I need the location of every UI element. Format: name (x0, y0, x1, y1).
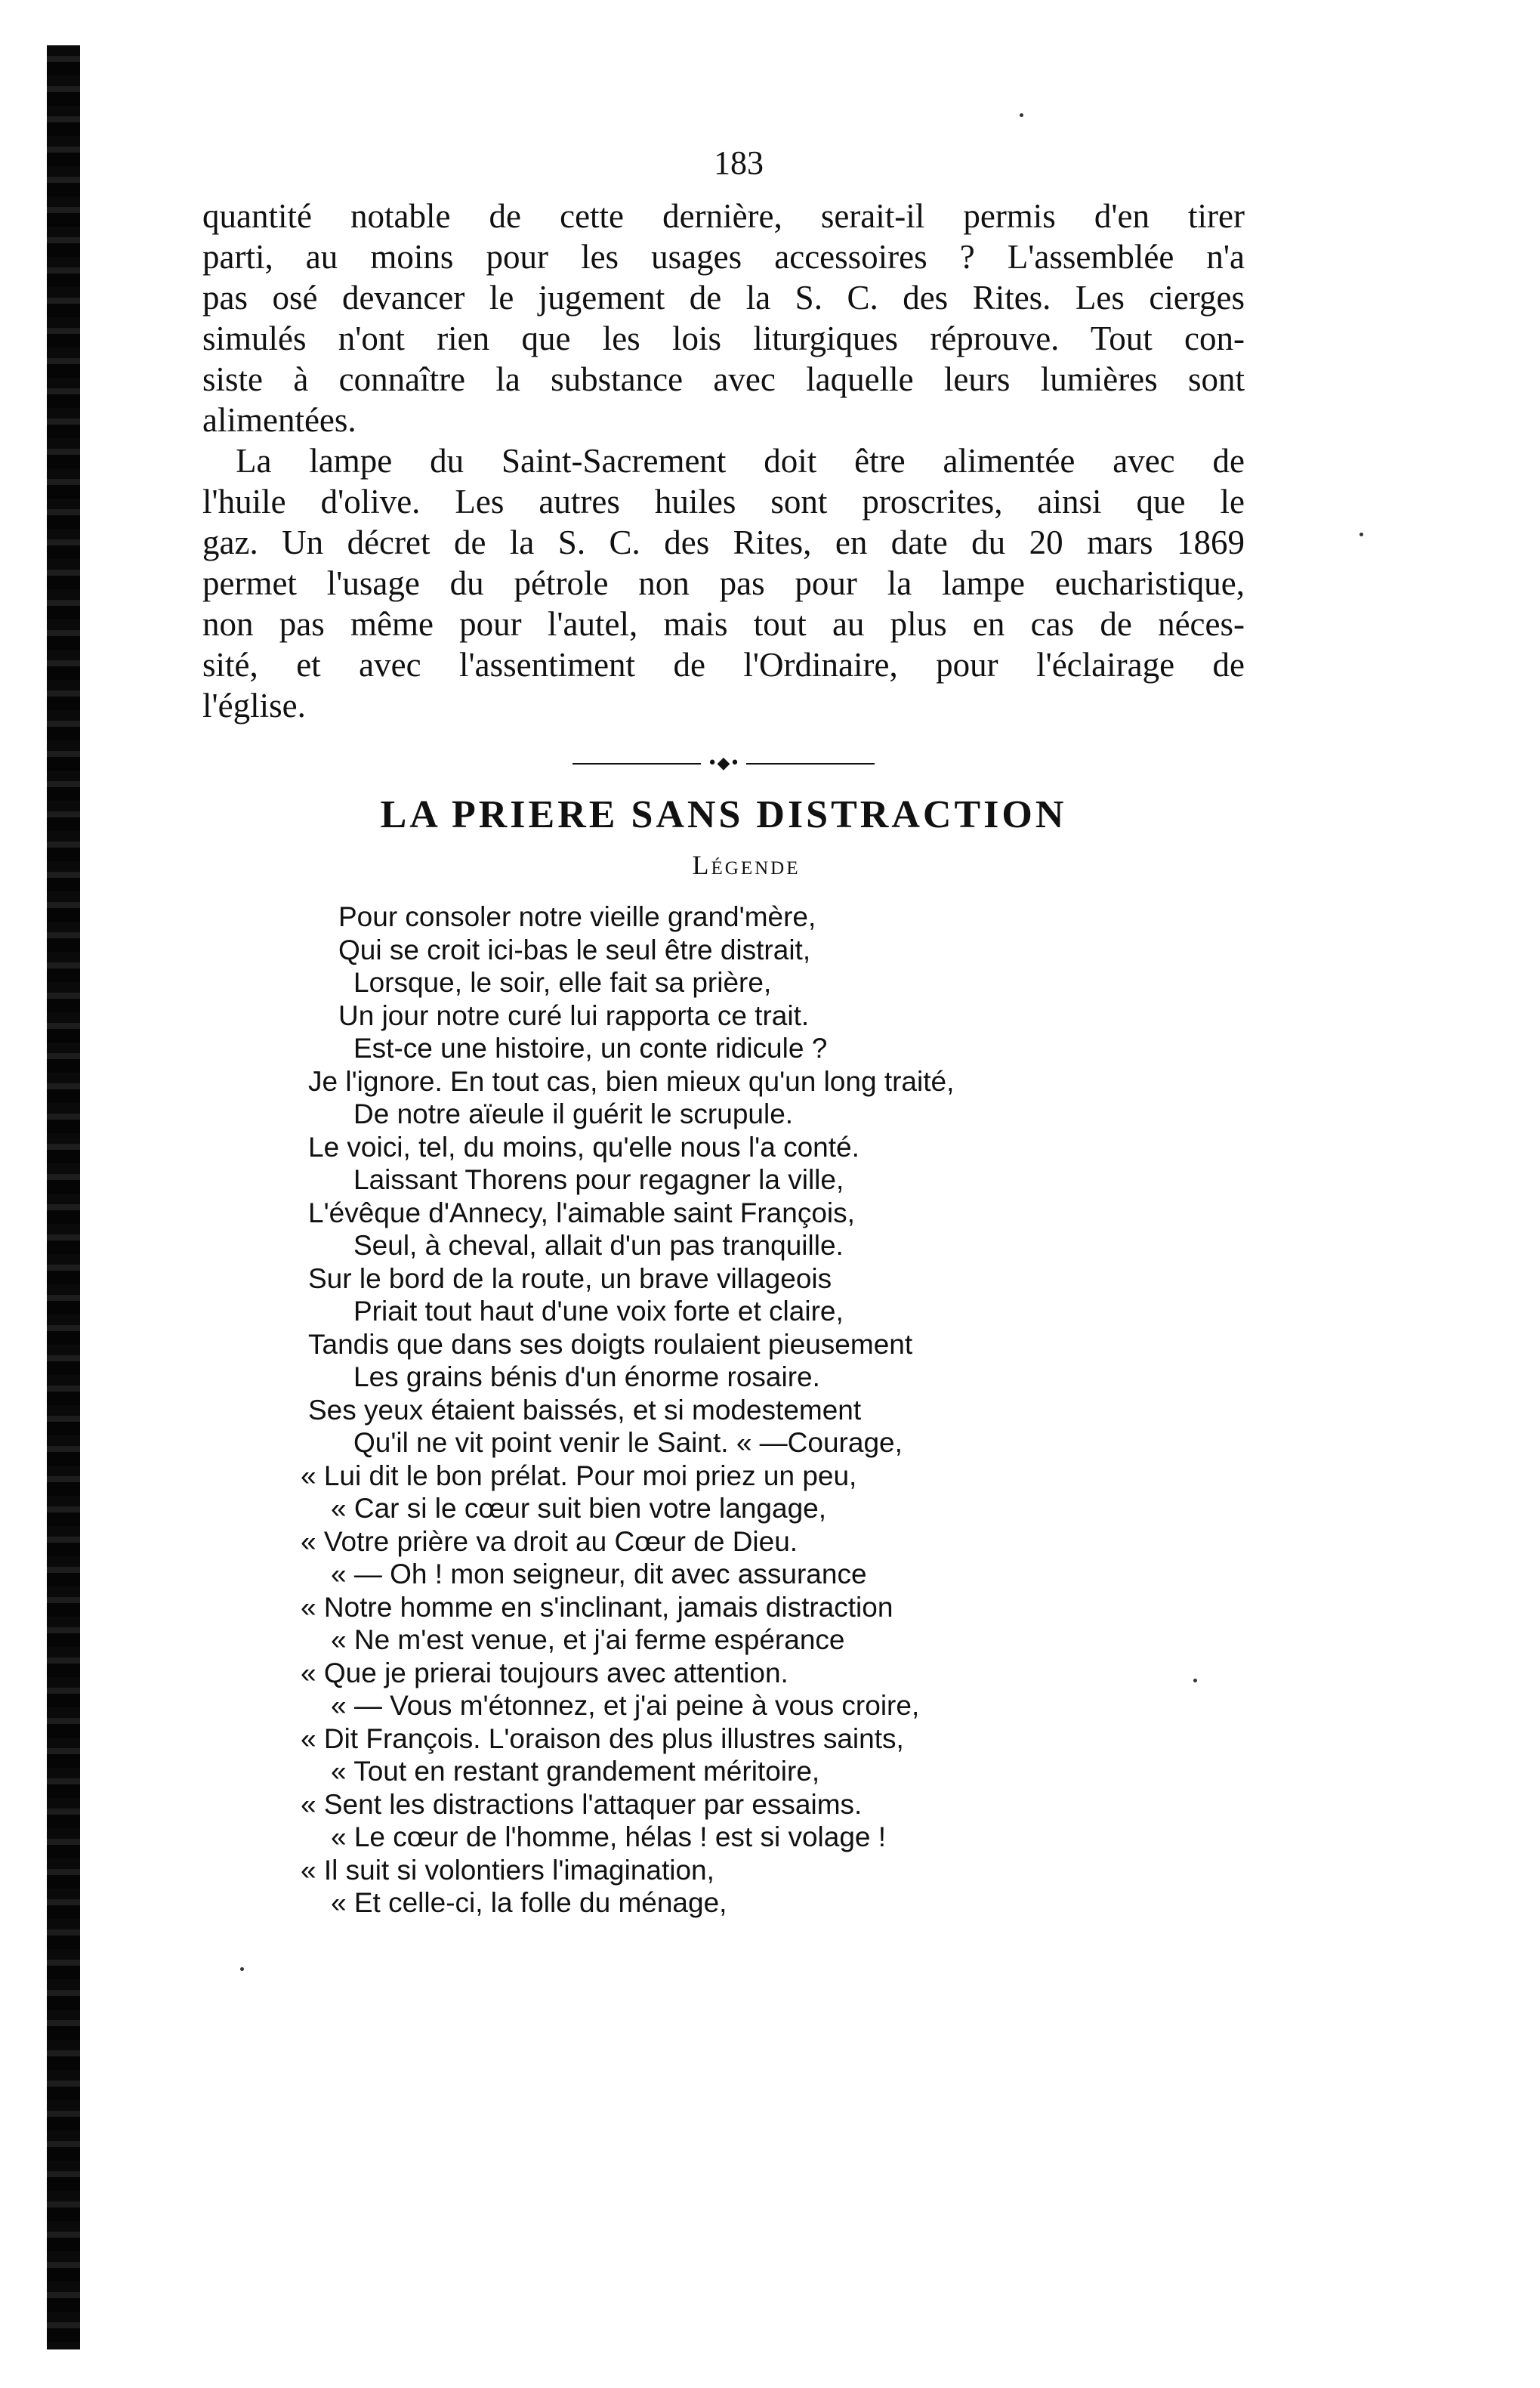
poem-verse: L'évêque d'Annecy, l'aimable saint François, (308, 1197, 855, 1228)
text-line: alimentées. (202, 401, 356, 439)
poem-verse: De notre aïeule il guérit le scrupule. (353, 1098, 794, 1129)
text-line: siste à connaître la substance avec laquelle leurs lumières sont (202, 360, 1245, 398)
book-page (202, 144, 1245, 1920)
poem-verse: Qu'il ne vit point venir le Saint. « —Courage, (353, 1427, 903, 1458)
poem-verse: Priait tout haut d'une voix forte et claire, (353, 1296, 844, 1327)
poem-verse: « Votre prière va droit au Cœur de Dieu. (301, 1525, 798, 1557)
poem-verse: Qui se croit ici-bas le seul être distrait, (338, 934, 811, 965)
poem-body (202, 901, 1245, 1920)
scan-speck (240, 1967, 244, 1971)
poem-verse: Pour consoler notre vieille grand'mère, (338, 901, 816, 932)
poem-verse: Je l'ignore. En tout cas, bien mieux qu'un long traité, (308, 1065, 955, 1097)
text-line: gaz. Un décret de la S. C. des Rites, en date du 20 mars 1869 (202, 524, 1245, 561)
poem-verse: « Sent les distractions l'attaquer par essaims. (301, 1788, 863, 1820)
poem-verse: « Notre homme en s'inclinant, jamais distraction (301, 1591, 893, 1623)
divider-rule-left (572, 763, 701, 765)
poem-verse: Le voici, tel, du moins, qu'elle nous l'a conté. (308, 1131, 859, 1163)
poem-verse: « Dit François. L'oraison des plus illustres saints, (301, 1722, 904, 1754)
poem-verse: Laissant Thorens pour regagner la ville, (353, 1164, 844, 1195)
divider-rule-right (746, 763, 875, 765)
poem-verse: Les grains bénis d'un énorme rosaire. (353, 1361, 820, 1392)
text-line: sité, et avec l'assentiment de l'Ordinaire, pour l'éclairage de (202, 646, 1245, 684)
poem-verse: Ses yeux étaient baissés, et si modestement (308, 1394, 862, 1426)
poem-verse: « Le cœur de l'homme, hélas ! est si volage ! (331, 1821, 887, 1852)
poem-verse: Seul, à cheval, allait d'un pas tranquille. (353, 1230, 844, 1261)
poem-verse: « — Vous m'étonnez, et j'ai peine à vous croire, (331, 1690, 920, 1721)
text-line: pas osé devancer le jugement de la S. C. des Rites. Les cierges (202, 279, 1245, 317)
scan-speck (1359, 533, 1363, 536)
text-line: permet l'usage du pétrole non pas pour la lampe eucharistique, (202, 564, 1245, 602)
poem-verse: « Car si le cœur suit bien votre langage, (331, 1493, 827, 1524)
poem-verse: « Lui dit le bon prélat. Pour moi priez un peu, (301, 1460, 857, 1491)
text-line: non pas même pour l'autel, mais tout au plus en cas de néces- (202, 605, 1245, 643)
page-number: 183 (714, 144, 764, 181)
poem-subtitle: Légende (692, 850, 801, 880)
text-line: La lampe du Saint-Sacrement doit être alimentée avec de (236, 442, 1245, 480)
text-line: simulés n'ont rien que les lois liturgiques réprouve. Tout con- (202, 320, 1245, 357)
poem-verse: « Il suit si volontiers l'imagination, (301, 1854, 714, 1886)
text-line: l'église. (202, 687, 306, 724)
text-line: l'huile d'olive. Les autres huiles sont proscrites, ainsi que le (202, 483, 1245, 521)
poem-verse: « Ne m'est venue, et j'ai ferme espérance (331, 1624, 845, 1655)
poem-verse: Un jour notre curé lui rapporta ce trait. (338, 999, 810, 1031)
poem-title: LA PRIERE SANS DISTRACTION (380, 793, 1067, 836)
text-line: parti, au moins pour les usages accessoires ? L'assemblée n'a (202, 238, 1245, 276)
paragraph-lamp (202, 440, 1245, 726)
poem-verse: Lorsque, le soir, elle fait sa prière, (353, 967, 772, 998)
divider-ornament-icon: •◆• (707, 754, 740, 773)
text-line: quantité notable de cette dernière, serait-il permis d'en tirer (202, 197, 1245, 235)
poem-verse: « Que je prierai toujours avec attention. (301, 1657, 789, 1688)
poem-verse: « Et celle-ci, la folle du ménage, (331, 1887, 727, 1918)
scan-speck (1020, 113, 1023, 117)
poem-verse: Tandis que dans ses doigts roulaient pieusement (308, 1328, 913, 1360)
poem-verse: « — Oh ! mon seigneur, dit avec assurance (331, 1559, 867, 1589)
paragraph-candles (202, 196, 1245, 440)
scan-binding-edge (47, 45, 80, 2349)
poem-verse: Est-ce une histoire, un conte ridicule ? (353, 1033, 828, 1064)
section-divider (572, 756, 875, 771)
poem-verse: « Tout en restant grandement méritoire, (331, 1756, 820, 1787)
poem-verse: Sur le bord de la route, un brave villageois (308, 1262, 832, 1294)
scan-speck (1193, 1679, 1197, 1682)
